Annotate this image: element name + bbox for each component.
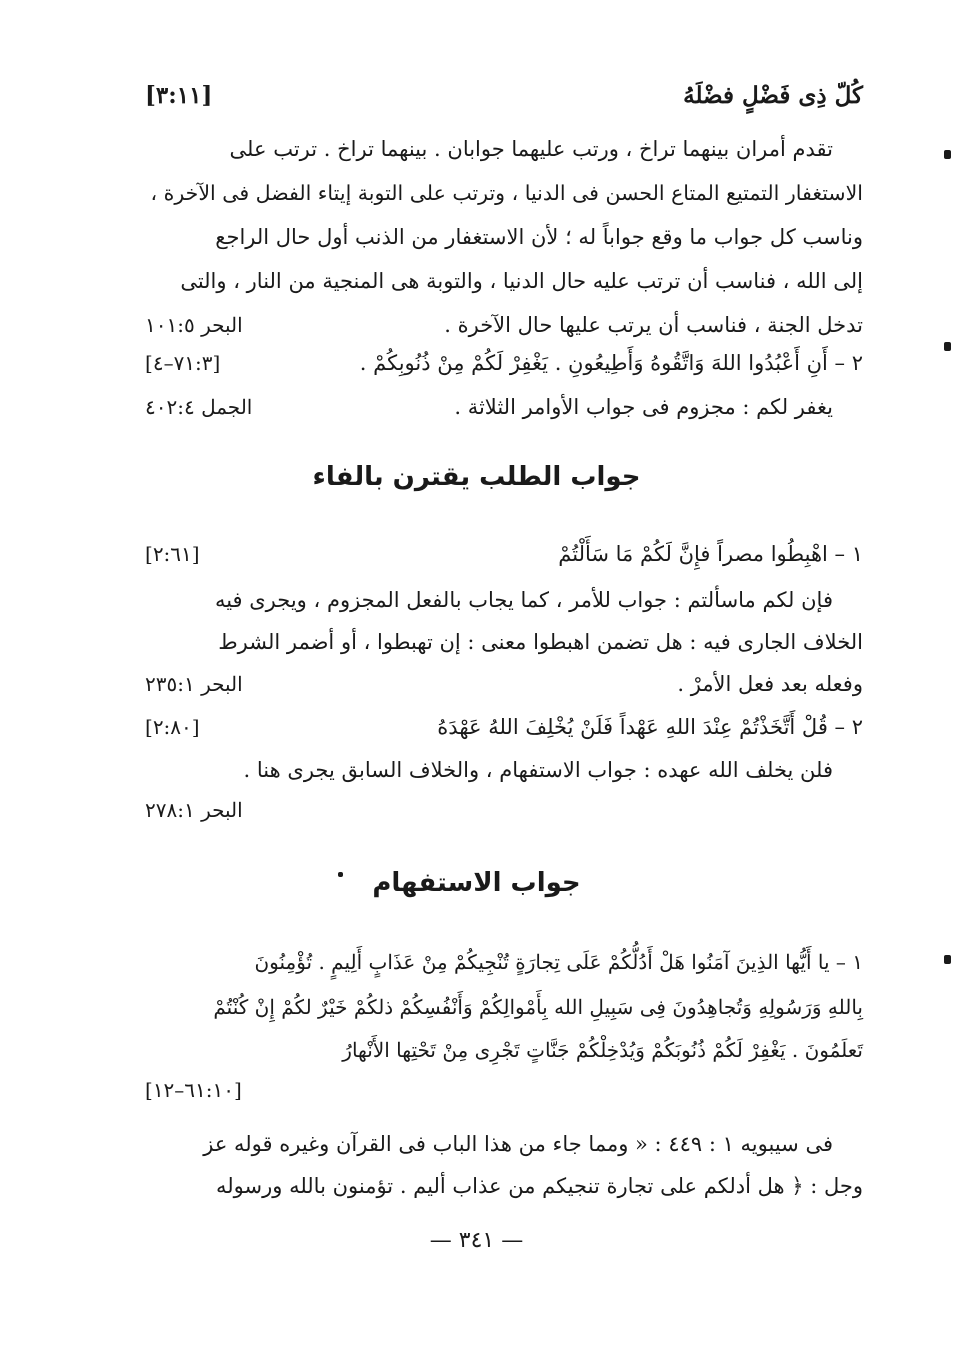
text-line <box>0 171 953 215</box>
line-text: ٢ – قُلْ أَتَّخَذْتُمْ عِنْدَ اللهِ عَهْداً فَلَنْ يُخْلِفَ اللهُ عَهْدَهُ <box>437 715 863 739</box>
line-text: وجل : ﴿ هل أدلكم على تجارة تنجيكم من عذاب أليم . تؤمنون بالله ورسوله <box>216 1174 863 1198</box>
scan-mark <box>338 872 343 877</box>
text-line <box>0 705 953 749</box>
line-reference: البحر ١٠١:٥ <box>145 313 243 337</box>
line-text: فإن لكم ماسألتم : جواب للأمر ، كما يجاب بالفعل المجزوم ، ويجرى فيه <box>214 588 833 612</box>
line-reference: البحر ٢٧٨:١ <box>145 798 243 822</box>
page-header <box>0 74 953 118</box>
text-line <box>0 748 953 792</box>
line-reference: [٢:٦١] <box>145 542 200 566</box>
text-line <box>0 620 953 664</box>
line-text: تدخل الجنة ، فناسب أن يرتب عليها حال الآخرة . <box>444 313 863 337</box>
text-line <box>0 578 953 622</box>
text-line <box>0 1122 953 1166</box>
text-line <box>0 259 953 303</box>
text-line <box>0 1028 953 1072</box>
page-number: — ٣٤١ — <box>429 1228 524 1253</box>
text-line <box>0 341 953 385</box>
running-title: كُلّ ذِى فَضْلٍ فضْلَهُ <box>683 82 863 109</box>
line-reference: الجمل ٤٠٢:٤ <box>145 395 253 419</box>
line-text: إلى الله ، فناسب أن ترتب عليه حال الدنيا ، والتوبة هى المنجية من النار ، والتى <box>180 269 863 293</box>
line-reference: [٦١:١٠–١٢] <box>145 1078 242 1102</box>
line-text: فلن يخلف الله عهده : جواب الاستفهام ، والخلاف السابق يجرى هنا . <box>243 758 833 782</box>
text-line <box>0 385 953 429</box>
text-line <box>0 532 953 576</box>
text-line <box>0 127 953 171</box>
line-text: ١ – يا أَيُّها الذِينَ آمَنُوا هَلْ أَدُلُّكُمْ عَلَى تِجارَةٍ تُنْجِيكُمْ مِنْ عَذَابٍ أَلِيمٍ . تُؤْمِنُونَ <box>254 950 863 974</box>
text-line <box>0 215 953 259</box>
line-text: تقدم أمران بينهما تراخ ، ورتب عليهما جوابان . بينهما تراخ . ترتب على <box>229 137 833 161</box>
line-text: ٢ – أَنِ أَعْبُدُوا اللهَ وَاتَّقُوهُ وَأَطِيعُونِ . يَغْفِرْ لَكُمْ مِنْ ذُنُوبِكُمْ . <box>359 351 863 375</box>
text-line <box>0 1068 953 1112</box>
line-text: وناسب كل جواب ما وقع جواباً له ؛ لأن الاستغفار من الذنب أول حال الراجع <box>215 225 863 249</box>
scan-mark <box>944 150 951 159</box>
line-text: الاستغفار التمتيع المتاع الحسن فى الدنيا ، وترتب على التوبة إيتاء الفضل فى الآخرة ، <box>150 181 863 205</box>
line-text: يغفر لكم : مجزوم فى جواب الأوامر الثلاثة . <box>454 395 833 419</box>
line-text: وفعله بعد فعل الأمرْ . <box>677 672 863 696</box>
text-line <box>0 662 953 706</box>
line-text: تَعلَمُونَ . يَغْفِرْ لَكُمْ ذُنُوبَكُمْ وَيُدْخِلْكُمْ جَنَّاتٍ تَجْرِى مِنْ تَحْتِها الأَنْهارُ <box>342 1038 863 1062</box>
line-reference: [٧١:٣–٤] <box>145 351 221 375</box>
text-line <box>0 1164 953 1208</box>
line-reference: [٢:٨٠] <box>145 715 200 739</box>
scan-mark <box>944 955 951 964</box>
line-reference: البحر ٢٣٥:١ <box>145 672 243 696</box>
line-text: ١ – اهْبِطُوا مصراً فإِنَّ لَكُمْ مَا سَأَلْتُمْ <box>558 542 863 566</box>
line-text: فى سيبويه ١ : ٤٤٩ : « ومما جاء من هذا الباب فى القرآن وغيره قوله عز <box>203 1132 833 1156</box>
text-line <box>0 940 953 984</box>
line-text: بِاللهِ وَرَسُولِهِ وَتُجاهِدُونَ فِى سَبِيلِ الله بِأَمْوالِكُمْ وَأَنْفُسِكُمْ ذلكُمْ خَيْرٌ لكُمْ إِنْ كُنْتُمْ <box>213 995 863 1019</box>
section-heading: جواب الطلب يقترن بالفاء <box>312 462 641 492</box>
line-text: الخلاف الجارى فيه : هل تضمن اهبطوا معنى : إن تهبطوا ، أو أضمر الشرط <box>218 630 863 654</box>
text-line <box>0 788 953 832</box>
text-line <box>0 985 953 1029</box>
running-ref: [٣:١١] <box>145 82 213 109</box>
section-heading: جواب الاستفهام <box>372 868 581 898</box>
scan-mark <box>944 342 951 351</box>
